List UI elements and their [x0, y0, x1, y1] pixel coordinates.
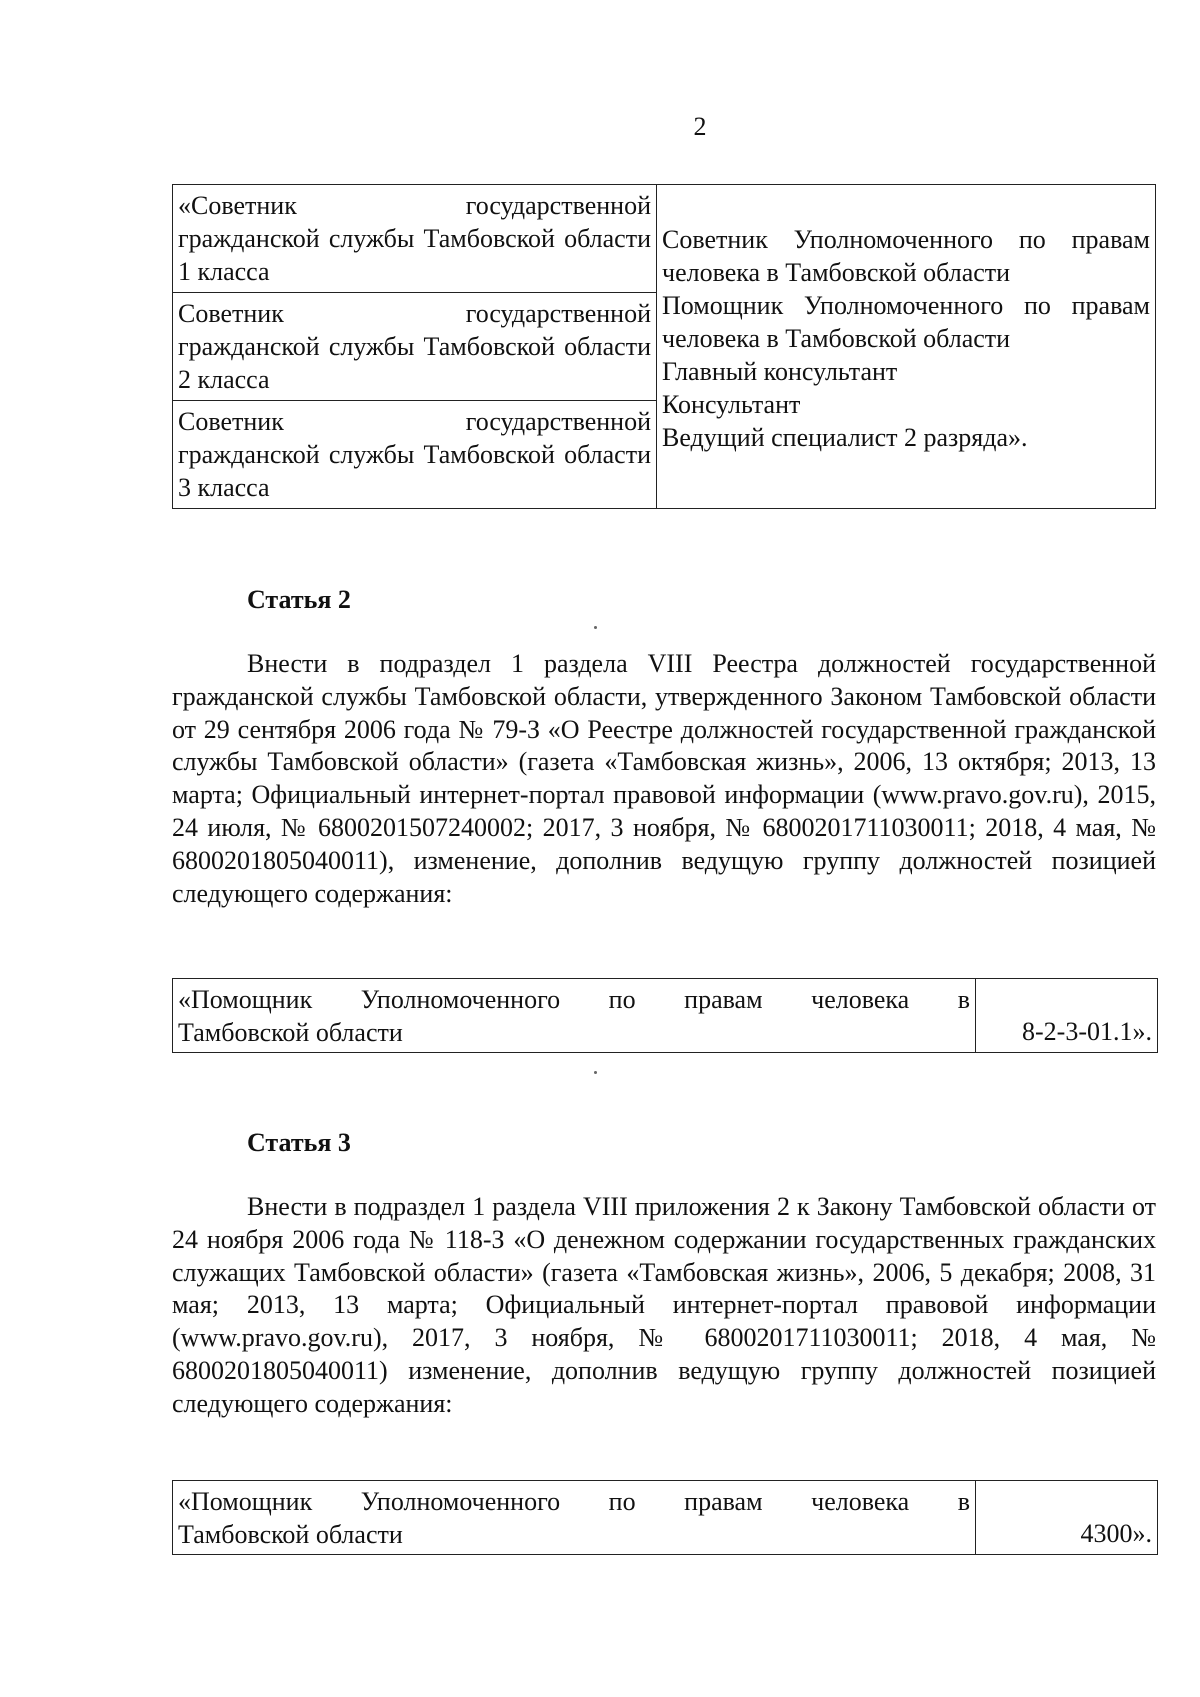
table-row [173, 185, 1156, 293]
position-code-cell: 8-2-3-01.1». [976, 979, 1158, 1053]
cell-text: гражданской службы Тамбовской области 3 класса [178, 440, 651, 502]
position-line: Ведущий специалист 2 разряда». [662, 423, 1028, 452]
position-name-line: «Помощник Уполномоченного по правам человека в [178, 985, 970, 1014]
article-2-heading: Статья 2 [247, 585, 351, 614]
page-number: 2 [693, 112, 707, 141]
article-2-text: Внести в подраздел 1 раздела VIII Реестра должностей государственной гражданской службы Тамбовской области, утвержденного Законом Тамбовской области от 29 сентября 2006 года № 79-З «О Реестре должностей государственной гражданской службы Тамбовской области» (газета «Тамбовская жизнь», 2006, 13 октября; 2013, 13 марта; Официальный интернет-портал правовой информации (www.pravo.gov.ru), 2015, 24 июля, № 6800201507240002; 2017, 3 ноября, № 6800201711030011; 2018, 4 мая, № 6800201805040011), изменение, дополнив ведущую группу должностей позицией следующего содержания: [172, 649, 1156, 908]
table-cell-class-2 [173, 293, 657, 401]
article-3-text: Внести в подраздел 1 раздела VIII приложения 2 к Закону Тамбовской области от 24 ноября 2006 года № 118-З «О денежном содержании государственных гражданских служащих Тамбовской области» (газета «Тамбовская жизнь», 2006, 5 декабря; 2008, 31 мая; 2013, 13 марта; Официальный интернет-портал правовой информации (www.pravo.gov.ru), 2017, 3 ноября, № 6800201711030011; 2018, 4 мая, № 6800201805040011) изменение, дополнив ведущую группу должностей позицией следующего содержания: [172, 1192, 1156, 1418]
scan-speck [594, 1071, 597, 1074]
article-3-heading: Статья 3 [247, 1128, 351, 1157]
position-line: Консультант [662, 390, 801, 419]
cell-first-line: Советник государственной [178, 299, 651, 328]
position-line: Главный консультант [662, 357, 898, 386]
position-name-cell [173, 979, 976, 1053]
positions-correspondence-table [172, 184, 1156, 509]
position-name-line: Тамбовской области [178, 1018, 403, 1047]
position-line: Советник Уполномоченного по правам человека в Тамбовской области [662, 225, 1150, 287]
scan-speck [594, 626, 597, 629]
position-name-line: Тамбовской области [178, 1520, 403, 1549]
table-cell-positions [657, 185, 1156, 509]
cell-first-line: «Советник государственной [178, 191, 651, 220]
cell-text: гражданской службы Тамбовской области 2 класса [178, 332, 651, 394]
salary-value-cell: 4300». [976, 1481, 1158, 1555]
table-cell-class-1 [173, 185, 657, 293]
cell-text: гражданской службы Тамбовской области 1 класса [178, 224, 651, 286]
position-name-cell [173, 1481, 976, 1555]
table-row [173, 1481, 1158, 1555]
cell-first-line: Советник государственной [178, 407, 651, 436]
registry-position-table [172, 978, 1158, 1053]
table-cell-class-3 [173, 401, 657, 509]
position-line: Помощник Уполномоченного по правам человека в Тамбовской области [662, 291, 1150, 353]
salary-position-table [172, 1480, 1158, 1555]
position-name-line: «Помощник Уполномоченного по правам человека в [178, 1487, 970, 1516]
table-row [173, 979, 1158, 1053]
